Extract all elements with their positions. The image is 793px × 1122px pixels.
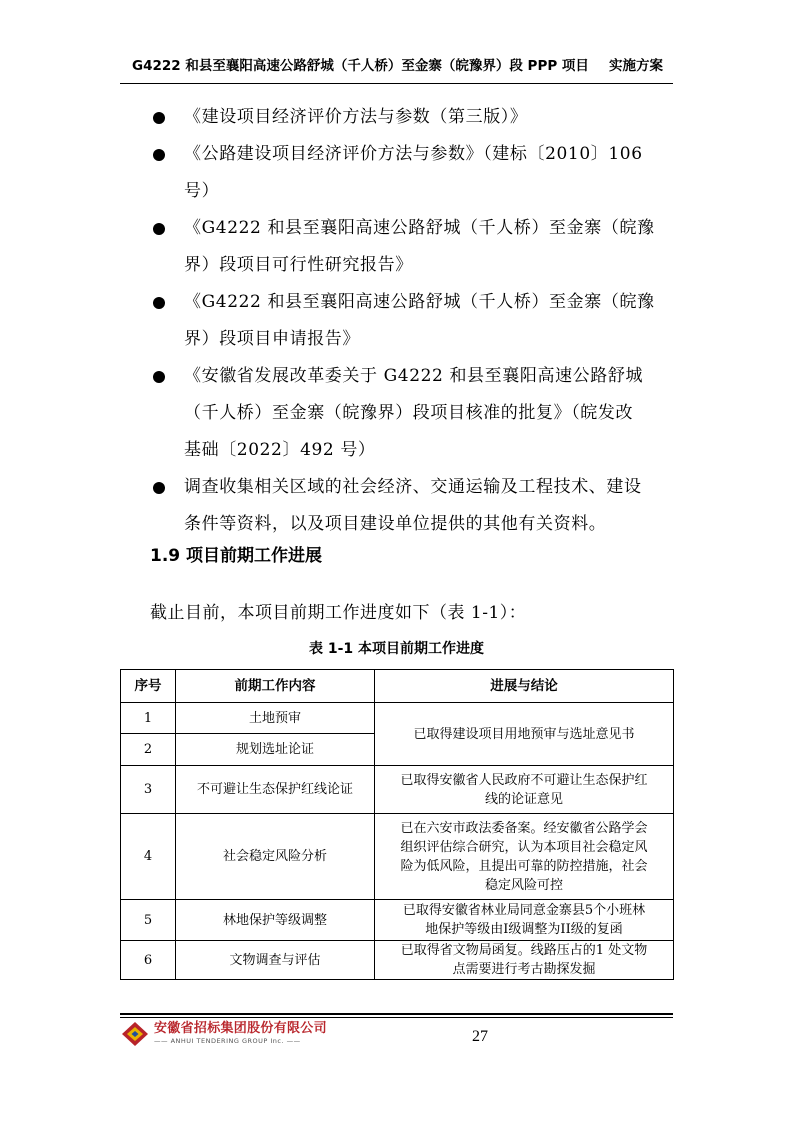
table-caption: 表 1-1 本项目前期工作进度 — [308, 641, 485, 657]
reference-item — [150, 284, 675, 358]
result-line: 地保护等级由I级调整为II级的复函 — [425, 922, 623, 937]
result-line: 已取得建设项目用地预审与选址意见书 — [413, 726, 635, 742]
logo-company-name-en: —— ANHUI TENDERING GROUP Inc. —— — [154, 1037, 301, 1045]
work-item: 林地保护等级调整 — [176, 900, 375, 941]
header-doc-type: 实施方案 — [609, 58, 663, 74]
header-rule — [120, 83, 673, 84]
reference-item — [150, 469, 675, 543]
row-number: 3 — [121, 766, 176, 814]
bullet-dot-icon — [153, 149, 165, 161]
bullet-dot-icon — [153, 223, 165, 235]
reference-item — [150, 99, 675, 136]
result-line: 已在六安市政法委备案。经安徽省公路学会 — [400, 820, 648, 836]
reference-item — [150, 210, 675, 284]
footer-rule-thin — [120, 1017, 673, 1018]
reference-line: 调查收集相关区域的社会经济、交通运输及工程技术、建设 — [184, 477, 642, 497]
reference-item — [150, 358, 675, 469]
row-number: 5 — [121, 900, 176, 941]
result-line: 已取得安徽省人民政府不可避让生态保护红 — [400, 772, 648, 788]
row-number: 6 — [121, 941, 176, 980]
column-header: 序号 — [121, 670, 176, 703]
table-row — [121, 766, 674, 814]
reference-item — [150, 136, 675, 210]
body-paragraph: 截止目前，本项目前期工作进度如下（表 1-1）： — [150, 603, 527, 623]
progress-result — [375, 814, 674, 900]
page-header — [120, 54, 673, 78]
progress-result — [375, 703, 674, 766]
table-header-row — [121, 670, 674, 703]
reference-line: 《公路建设项目经济评价方法与参数》（建标〔2010〕106 号） — [184, 144, 643, 201]
section-heading: 1.9 项目前期工作进展 — [150, 546, 323, 566]
work-item: 社会稳定风险分析 — [176, 814, 375, 900]
row-number: 4 — [121, 814, 176, 900]
progress-result — [375, 766, 674, 814]
table-row — [121, 703, 674, 734]
reference-line: 条件等资料，以及项目建设单位提供的其他有关资料。 — [184, 514, 607, 534]
result-line: 组织评估综合研究，认为本项目社会稳定风 — [400, 839, 648, 855]
result-line: 稳定风险可控 — [484, 877, 563, 893]
row-number: 1 — [121, 703, 176, 734]
work-item: 规划选址论证 — [176, 734, 375, 766]
reference-line: 《G4222 和县至襄阳高速公路舒城（千人桥）至金寨（皖豫 — [184, 292, 655, 312]
reference-line: 《建设项目经济评价方法与参数（第三版）》 — [184, 107, 528, 127]
bullet-dot-icon — [153, 482, 165, 494]
reference-line: 《G4222 和县至襄阳高速公路舒城（千人桥）至金寨（皖豫 — [184, 218, 655, 238]
table-row — [121, 814, 674, 900]
table-row — [121, 900, 674, 941]
column-header: 进展与结论 — [375, 670, 674, 703]
row-number: 2 — [121, 734, 176, 766]
progress-result — [375, 900, 674, 941]
progress-table — [120, 669, 674, 980]
work-item: 文物调查与评估 — [176, 941, 375, 980]
column-header: 前期工作内容 — [176, 670, 375, 703]
logo-company-name: 安徽省招标集团股份有限公司 — [154, 1021, 327, 1036]
header-title: G4222 和县至襄阳高速公路舒城（千人桥）至金寨（皖豫界）段 PPP 项目 — [132, 58, 589, 74]
reference-list — [150, 99, 675, 543]
reference-line: 《安徽省发展改革委关于 G4222 和县至襄阳高速公路舒城 — [184, 366, 644, 386]
table-row — [121, 941, 674, 980]
progress-result — [375, 941, 674, 980]
result-line: 点需要进行考古勘探发掘 — [452, 962, 596, 977]
work-item: 不可避让生态保护红线论证 — [176, 766, 375, 814]
result-line: 险为低风险，且提出可靠的防控措施，社会 — [400, 858, 648, 874]
footer-rule — [120, 1013, 673, 1015]
work-item: 土地预审 — [176, 703, 375, 734]
company-logo — [120, 1021, 330, 1047]
reference-line: 界）段项目申请报告》 — [184, 329, 360, 349]
reference-line: （千人桥）至金寨（皖豫界）段项目核准的批复》（皖发改 — [184, 403, 634, 423]
result-line: 线的论证意见 — [484, 791, 563, 807]
reference-line: 基础〔2022〕492 号） — [184, 440, 376, 460]
page-number: 27 — [472, 1028, 488, 1045]
bullet-dot-icon — [153, 112, 165, 124]
result-line: 已取得安徽省林业局同意金寨县5个小班林 — [402, 903, 646, 918]
bullet-dot-icon — [153, 371, 165, 383]
result-line: 已取得省文物局函复。线路压占的1 处文物 — [400, 943, 648, 958]
logo-mark-icon — [120, 1021, 150, 1047]
reference-line: 界）段项目可行性研究报告》 — [184, 255, 413, 275]
bullet-dot-icon — [153, 297, 165, 309]
